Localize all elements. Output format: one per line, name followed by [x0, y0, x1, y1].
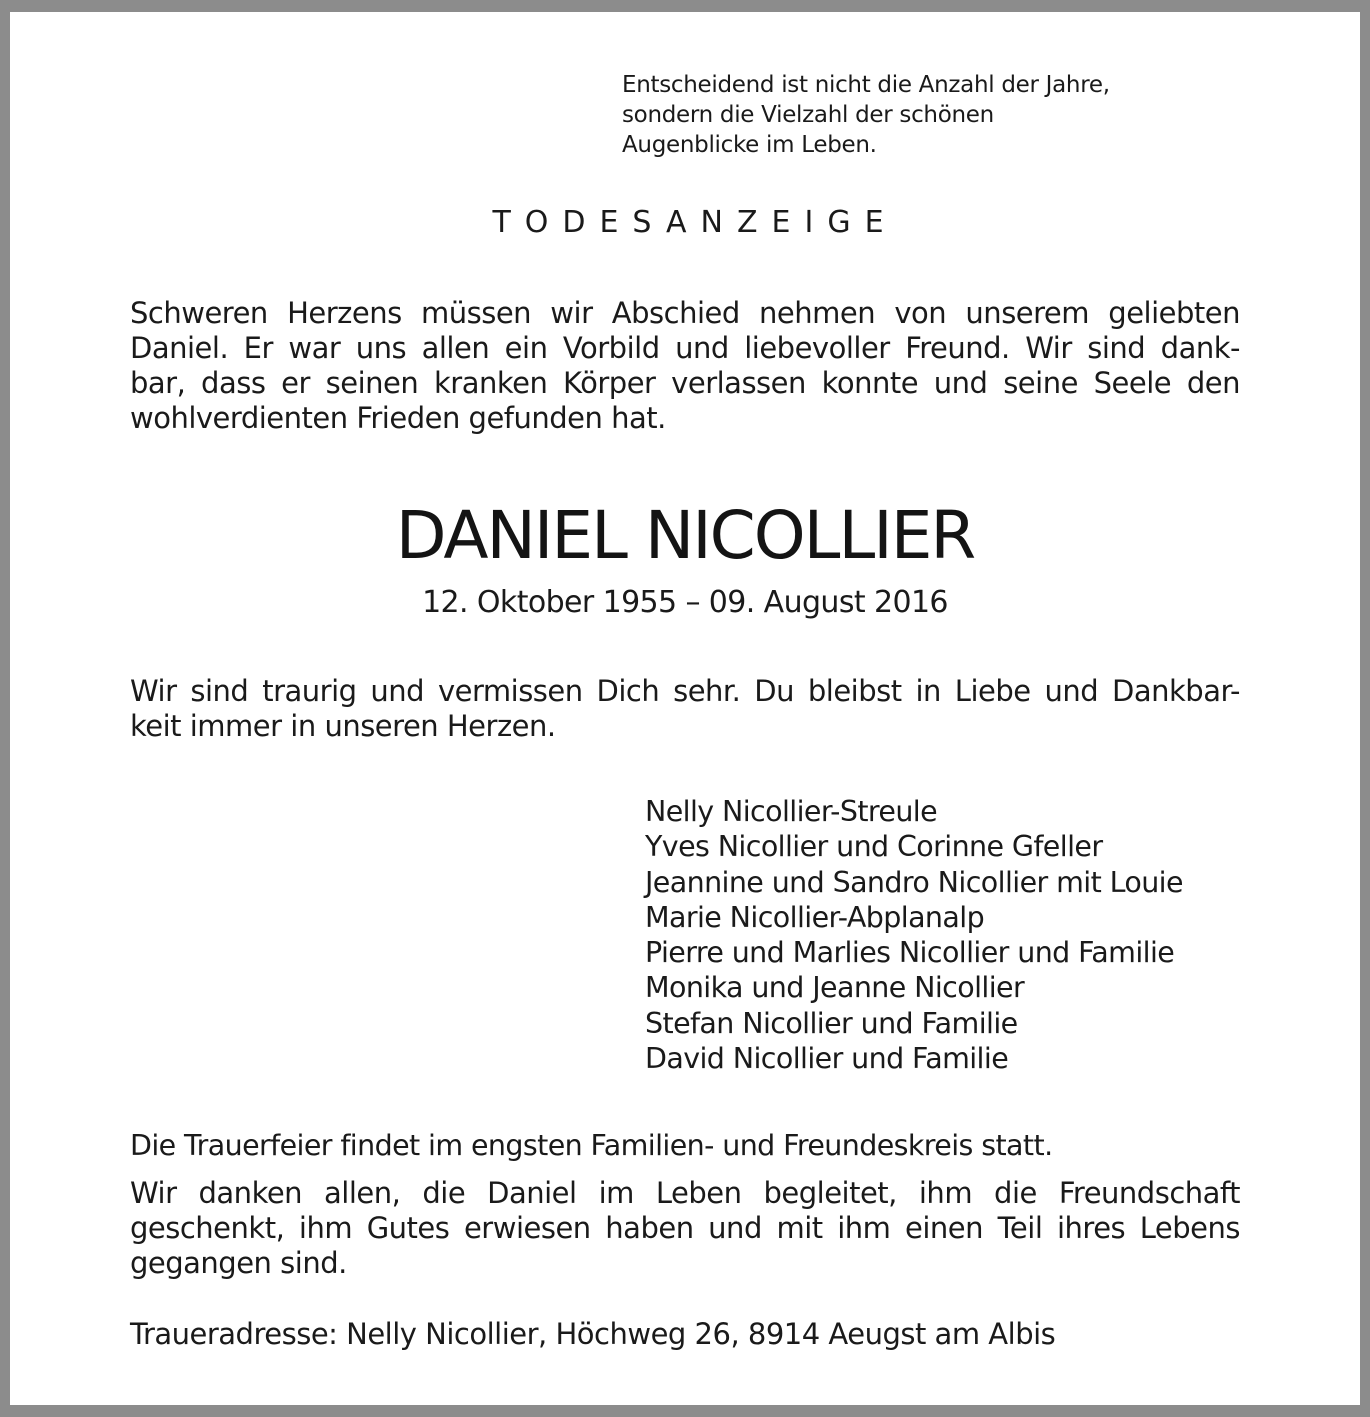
mourner-name: Stefan Nicollier und Familie — [645, 1006, 1018, 1040]
intro-line: bar, dass er seinen kranken Körper verlassen konnte und seine Seele den — [130, 366, 1240, 400]
thanks-line: Wir danken allen, die Daniel im Leben begleitet, ihm die Freundschaft — [130, 1176, 1240, 1210]
motto-quote — [622, 70, 1262, 160]
mourner-name: Marie Nicollier-Abplanalp — [645, 900, 985, 934]
intro-line: Daniel. Er war uns allen ein Vorbild und liebevoller Freund. Wir sind dank- — [130, 331, 1240, 365]
mourner-name: David Nicollier und Familie — [645, 1042, 1009, 1076]
thanks-line: gegangen sind. — [130, 1246, 347, 1280]
mourner-name: Nelly Nicollier-Streule — [645, 795, 938, 828]
remembrance-line: keit immer in unseren Herzen. — [130, 709, 556, 743]
life-dates: 12. Oktober 1955 – 09. August 2016 — [422, 585, 948, 620]
motto-line: Entscheidend ist nicht die Anzahl der Jahre, — [622, 72, 1110, 98]
intro-line: wohlverdienten Frieden gefunden hat. — [130, 401, 666, 435]
thanks-paragraph — [130, 1176, 1240, 1281]
motto-line: Augenblicke im Leben. — [622, 132, 877, 158]
mourner-name: Pierre und Marlies Nicollier und Familie — [645, 936, 1175, 970]
mourner-name: Monika und Jeanne Nicollier — [645, 971, 1025, 1005]
deceased-name: DANIEL NICOLLIER — [395, 497, 975, 574]
mourning-address: Traueradresse: Nelly Nicollier, Höchweg 26, 8914 Aeugst am Albis — [130, 1317, 1056, 1351]
mourner-name: Jeannine und Sandro Nicollier mit Louie — [645, 865, 1183, 899]
thanks-line: geschenkt, ihm Gutes erwiesen haben und mit ihm einen Teil ihres Lebens — [130, 1211, 1240, 1245]
remembrance-paragraph — [130, 674, 1240, 744]
intro-line: Schweren Herzens müssen wir Abschied nehmen von unserem geliebten — [130, 296, 1240, 330]
intro-paragraph — [130, 296, 1240, 436]
obituary-heading: TODESANZEIGE — [492, 205, 898, 240]
motto-line: sondern die Vielzahl der schönen — [622, 102, 994, 128]
obituary-page — [10, 12, 1360, 1405]
mourners-list — [645, 794, 1245, 1076]
mourner-name: Yves Nicollier und Corinne Gfeller — [645, 830, 1103, 864]
ceremony-notice: Die Trauerfeier findet im engsten Familien- und Freundeskreis statt. — [130, 1129, 1053, 1162]
remembrance-line: Wir sind traurig und vermissen Dich sehr. Du bleibst in Liebe und Dankbar- — [130, 674, 1240, 708]
